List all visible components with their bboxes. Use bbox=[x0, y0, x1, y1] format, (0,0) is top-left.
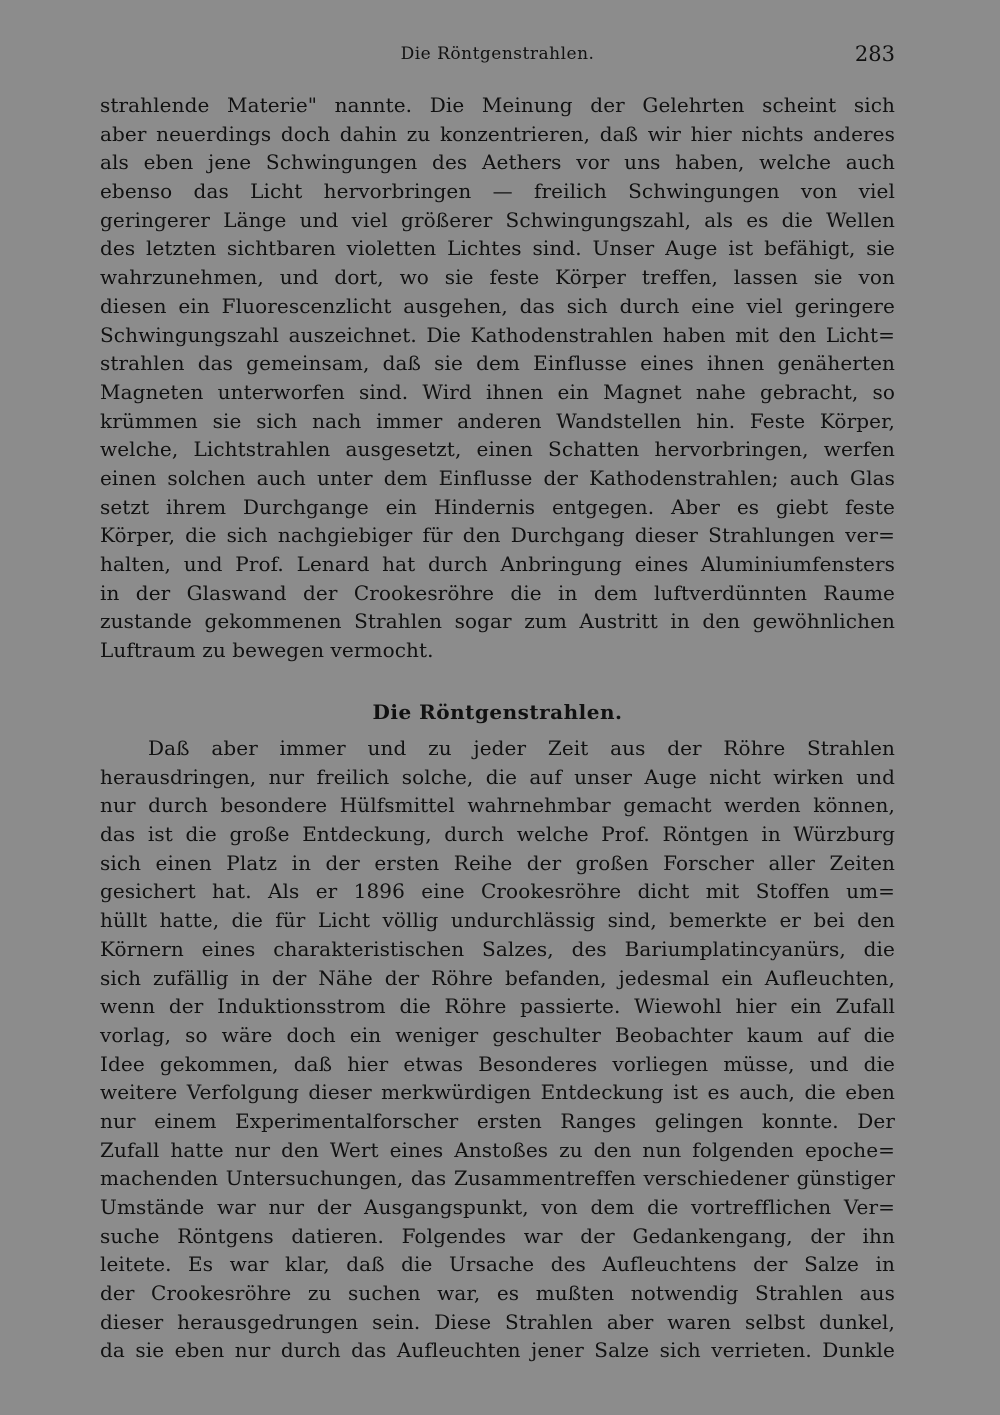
running-title: Die Röntgenstrahlen. bbox=[400, 44, 595, 64]
text-line: einen solchen auch unter dem Einflusse der Kathodenstrahlen; auch Glas bbox=[100, 465, 895, 490]
text-line: weitere Verfolgung dieser merkwürdigen Entdeckung ist es auch, die eben bbox=[100, 1080, 895, 1105]
text-line: strahlende Materie" nannte. Die Meinung der Gelehrten scheint sich bbox=[100, 93, 895, 117]
text-line: Luftraum zu bewegen vermocht. bbox=[100, 638, 434, 663]
text-line: Schwingungszahl auszeichnet. Die Kathodenstrahlen haben mit den Licht= bbox=[100, 322, 895, 347]
text-line: Körper, die sich nachgiebiger für den Durchgang dieser Strahlungen ver= bbox=[100, 523, 895, 548]
text-line: nur einem Experimentalforscher ersten Ranges gelingen konnte. Der bbox=[100, 1108, 895, 1133]
text-line: welche, Lichtstrahlen ausgesetzt, einen Schatten hervorbringen, werfen bbox=[100, 437, 895, 462]
text-line: der Crookesröhre zu suchen war, es mußten notwendig Strahlen aus bbox=[100, 1281, 895, 1306]
text-line: Idee gekommen, daß hier etwas Besonderes vorliegen müsse, und die bbox=[100, 1051, 895, 1076]
text-line: strahlen das gemeinsam, daß sie dem Einflusse eines ihnen genäherten bbox=[100, 351, 895, 376]
text-line: Umstände war nur der Ausgangspunkt, von dem die vortrefflichen Ver= bbox=[100, 1195, 895, 1219]
text-line: in der Glaswand der Crookesröhre die in dem luftverdünnten Raume bbox=[100, 580, 895, 605]
text-line: Körnern eines charakteristischen Salzes, des Bariumplatincyanürs, die bbox=[100, 936, 895, 961]
text-line: Zufall hatte nur den Wert eines Anstoßes zu den nun folgenden epoche= bbox=[100, 1137, 895, 1162]
text-line: wenn der Induktionsstrom die Röhre passierte. Wiewohl hier ein Zufall bbox=[100, 994, 895, 1019]
text-line: dieser herausgedrungen sein. Diese Strahlen aber waren selbst dunkel, bbox=[100, 1309, 895, 1334]
text-line: Magneten unterworfen sind. Wird ihnen ein Magnet nahe gebracht, so bbox=[100, 379, 895, 404]
text-line: sich zufällig in der Nähe der Röhre befanden, jedesmal ein Aufleuchten, bbox=[100, 965, 895, 990]
text-line: suche Röntgens datieren. Folgendes war der Gedankengang, der ihn bbox=[100, 1223, 895, 1248]
text-line: herausdringen, nur freilich solche, die auf unser Auge nicht wirken und bbox=[100, 764, 895, 789]
text-line: Daß aber immer und zu jeder Zeit aus der Röhre Strahlen bbox=[148, 736, 895, 760]
paragraph-continued bbox=[100, 91, 895, 665]
running-head bbox=[100, 40, 895, 76]
text-line: aber neuerdings doch dahin zu konzentrieren, daß wir hier nichts anderes bbox=[100, 121, 895, 146]
section-heading: Die Röntgenstrahlen. bbox=[372, 700, 623, 724]
text-line: ebenso das Licht hervorbringen — freilich Schwingungen von viel bbox=[100, 179, 895, 204]
text-line: das ist die große Entdeckung, durch welche Prof. Röntgen in Würzburg bbox=[100, 822, 895, 847]
text-line: sich einen Platz in der ersten Reihe der großen Forscher aller Zeiten bbox=[100, 850, 895, 875]
text-line: diesen ein Fluorescenzlicht ausgehen, das sich durch eine viel geringere bbox=[100, 293, 895, 318]
text-line: gesichert hat. Als er 1896 eine Crookesröhre dicht mit Stoffen um= bbox=[100, 879, 895, 904]
text-line: vorlag, so wäre doch ein weniger geschulter Beobachter kaum auf die bbox=[100, 1022, 895, 1047]
text-line: leitete. Es war klar, daß die Ursache des Aufleuchtens der Salze in bbox=[100, 1252, 895, 1277]
text-line: machenden Untersuchungen, das Zusammentreffen verschiedener günstiger bbox=[100, 1166, 895, 1191]
paragraph bbox=[100, 734, 895, 1365]
text-line: krümmen sie sich nach immer anderen Wandstellen hin. Feste Körper, bbox=[100, 408, 895, 433]
text-line: zustande gekommenen Strahlen sogar zum Austritt in den gewöhnlichen bbox=[100, 609, 895, 634]
text-line: hüllt hatte, die für Licht völlig undurchlässig sind, bemerkte er bei den bbox=[100, 908, 895, 933]
text-line: da sie eben nur durch das Aufleuchten jener Salze sich verrieten. Dunkle bbox=[100, 1338, 895, 1363]
text-line: geringerer Länge und viel größerer Schwingungszahl, als es die Wellen bbox=[100, 207, 895, 232]
text-line: des letzten sichtbaren violetten Lichtes sind. Unser Auge ist befähigt, sie bbox=[100, 236, 895, 261]
text-line: wahrzunehmen, und dort, wo sie feste Körper treffen, lassen sie von bbox=[100, 265, 895, 290]
text-line: als eben jene Schwingungen des Aethers vor uns haben, welche auch bbox=[100, 150, 895, 175]
text-line: nur durch besondere Hülfsmittel wahrnehmbar gemacht werden können, bbox=[100, 793, 895, 818]
text-line: halten, und Prof. Lenard hat durch Anbringung eines Aluminiumfensters bbox=[100, 552, 895, 576]
page-number: 283 bbox=[854, 42, 895, 66]
text-line: setzt ihrem Durchgange ein Hindernis entgegen. Aber es giebt feste bbox=[100, 494, 895, 519]
